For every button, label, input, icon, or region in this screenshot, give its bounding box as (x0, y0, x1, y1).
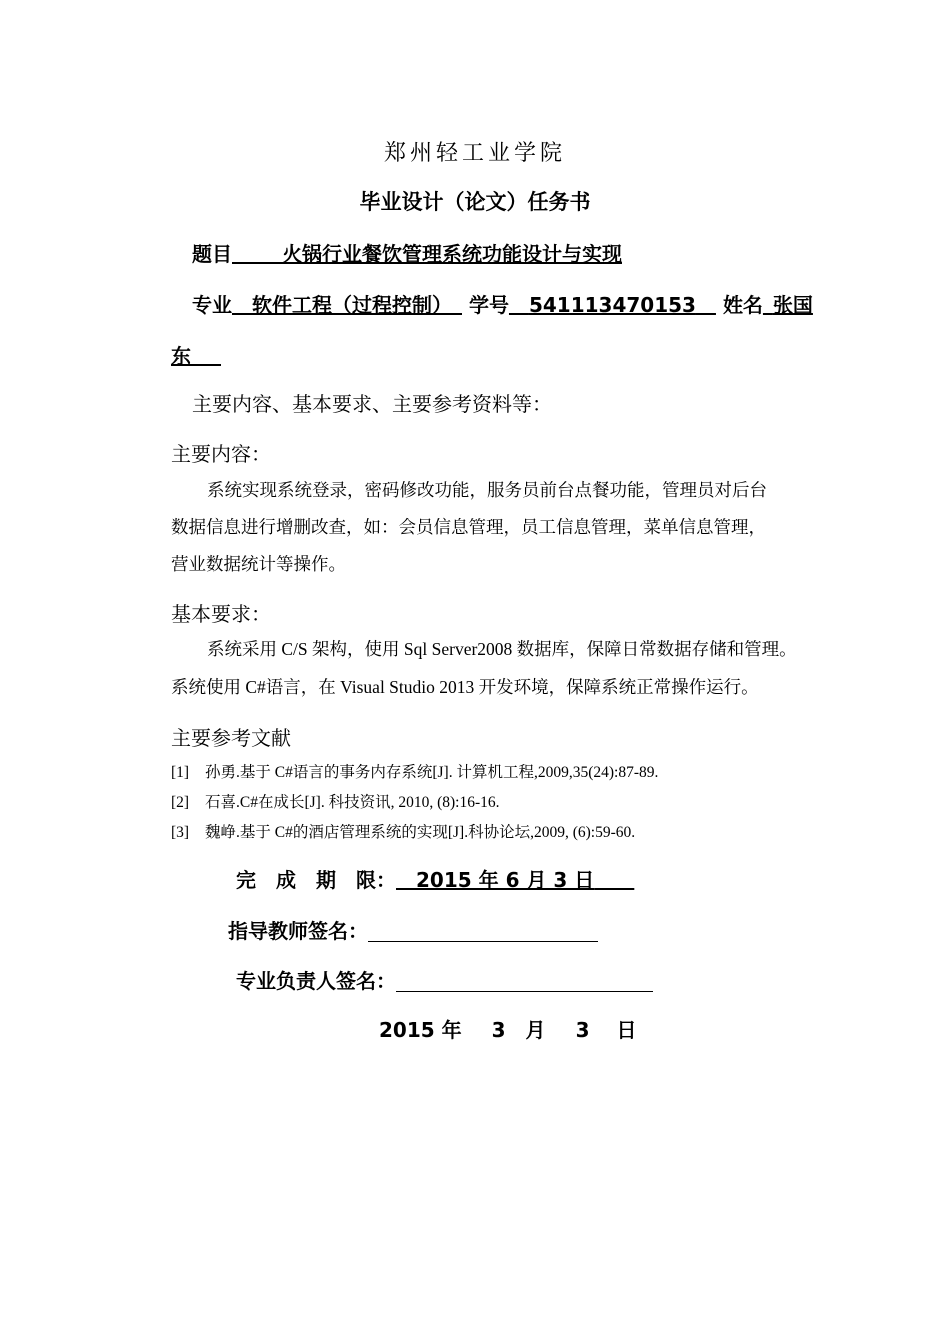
reference-item (171, 820, 635, 842)
director-signature-field[interactable] (396, 969, 653, 992)
director-signature-label: 专业负责人签名： (236, 969, 396, 993)
content-line-2: 数据信息进行增删改查，如：会员信息管理，员工信息管理，菜单信息管理， (171, 517, 766, 537)
reference-text: 魏峥.基于 C#的酒店管理系统的实现[J].科协论坛,2009, (6):59-60. (205, 824, 636, 841)
student-id-label: 学号 (468, 293, 509, 317)
reference-item (171, 760, 658, 782)
topic-line (192, 238, 622, 267)
topic-label: 题目 (192, 242, 232, 266)
requirements-line-1: 系统采用 C/S 架构，使用 Sql Server2008 数据库，保障日常数据存储和管理。 (207, 639, 797, 659)
reference-number: [2] (171, 794, 190, 811)
student-name-continued (171, 340, 221, 369)
name-value-part1: 张国 (772, 293, 813, 317)
reference-item (171, 790, 500, 812)
name-value-part2: 东 (171, 344, 191, 368)
requirements-heading: 基本要求： (171, 602, 271, 626)
content-line-1: 系统实现系统登录，密码修改功能，服务员前台点餐功能，管理员对后台 (207, 480, 767, 500)
major-value: 软件工程（过程控制） (252, 293, 452, 317)
reference-number: [1] (171, 764, 190, 781)
reference-text: 孙勇.基于 C#语言的事务内存系统[J]. 计算机工程,2009,35(24):87-89. (205, 764, 659, 781)
major-label: 专业 (192, 293, 232, 317)
director-signature-line (236, 965, 653, 994)
school-name: 郑州轻工业学院 (383, 141, 566, 166)
date-year: 2015 年 (379, 1018, 462, 1042)
content-heading: 主要内容： (171, 442, 271, 466)
deadline-value: 2015 年 6 月 3 日 (416, 868, 595, 892)
intro-heading: 主要内容、基本要求、主要参考资料等： (192, 392, 552, 416)
reference-number: [3] (171, 824, 190, 841)
date-day: 3 日 (575, 1018, 637, 1042)
advisor-signature-line (228, 915, 598, 944)
advisor-signature-field[interactable] (368, 919, 598, 942)
document-title: 毕业设计（论文）任务书 (359, 190, 591, 214)
name-label: 姓名 (722, 293, 763, 317)
reference-text: 石喜.C#在成长[J]. 科技资讯, 2010, (8):16-16. (205, 794, 500, 811)
references-heading: 主要参考文献 (171, 726, 291, 750)
topic-value: 火锅行业餐饮管理系统功能设计与实现 (282, 242, 622, 266)
deadline-line (236, 864, 634, 893)
content-line-3: 营业数据统计等操作。 (171, 554, 346, 574)
requirements-line-2: 系统使用 C#语言，在 Visual Studio 2013 开发环境，保障系统正常操作运行。 (171, 677, 759, 697)
date-month: 3 月 (491, 1018, 546, 1042)
advisor-signature-label: 指导教师签名： (228, 919, 368, 943)
student-id-value: 541113470153 (528, 293, 696, 317)
signature-date (379, 1014, 636, 1043)
student-info-line (192, 289, 813, 318)
deadline-label: 完 成 期 限： (236, 868, 396, 892)
